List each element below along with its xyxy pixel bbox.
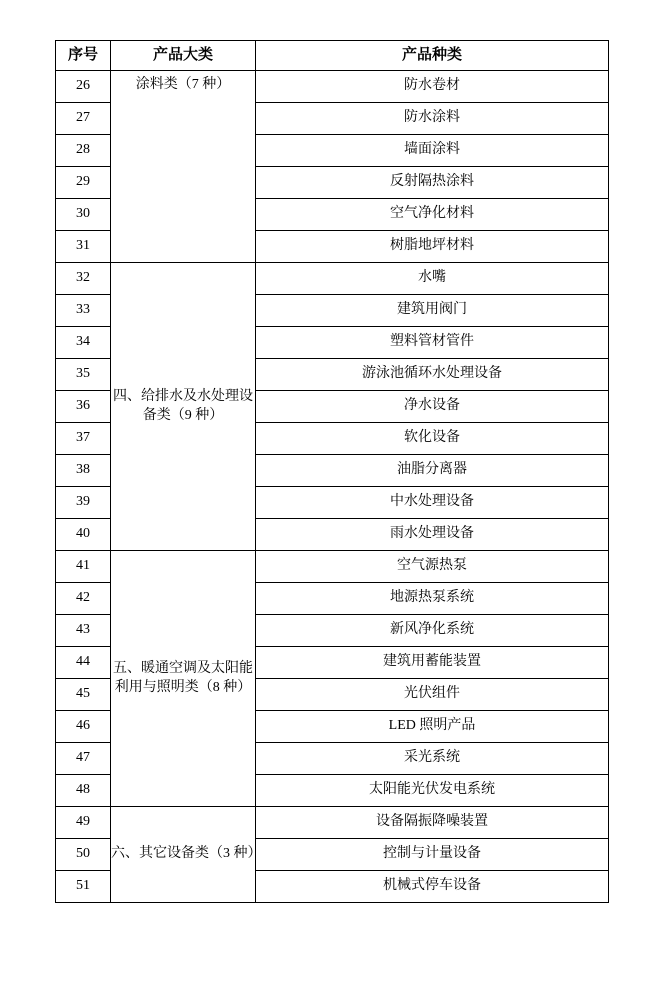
cell-kind: 空气源热泵 <box>256 551 609 583</box>
cell-kind: 墙面涂料 <box>256 135 609 167</box>
column-header-seq: 序号 <box>56 41 111 71</box>
cell-kind: 新风净化系统 <box>256 615 609 647</box>
cell-category: 六、其它设备类（3 种） <box>111 807 256 903</box>
cell-seq: 47 <box>56 743 111 775</box>
cell-kind: 水嘴 <box>256 263 609 295</box>
cell-seq: 32 <box>56 263 111 295</box>
cell-category: 四、给排水及水处理设备类（9 种） <box>111 263 256 551</box>
cell-kind: 油脂分离器 <box>256 455 609 487</box>
cell-kind: 防水涂料 <box>256 103 609 135</box>
cell-kind: 建筑用阀门 <box>256 295 609 327</box>
cell-seq: 36 <box>56 391 111 423</box>
cell-seq: 43 <box>56 615 111 647</box>
cell-kind: 机械式停车设备 <box>256 871 609 903</box>
column-header-category: 产品大类 <box>111 41 256 71</box>
cell-seq: 34 <box>56 327 111 359</box>
cell-seq: 49 <box>56 807 111 839</box>
cell-seq: 39 <box>56 487 111 519</box>
cell-seq: 51 <box>56 871 111 903</box>
cell-category: 涂料类（7 种） <box>111 71 256 263</box>
table-row <box>56 263 609 295</box>
cell-kind: 反射隔热涂料 <box>256 167 609 199</box>
cell-kind: 雨水处理设备 <box>256 519 609 551</box>
cell-seq: 45 <box>56 679 111 711</box>
cell-kind: 建筑用蓄能装置 <box>256 647 609 679</box>
column-header-kind: 产品种类 <box>256 41 609 71</box>
table-row <box>56 71 609 103</box>
cell-seq: 38 <box>56 455 111 487</box>
table-row <box>56 551 609 583</box>
cell-category: 五、暖通空调及太阳能利用与照明类（8 种） <box>111 551 256 807</box>
cell-kind: 空气净化材料 <box>256 199 609 231</box>
cell-kind: 净水设备 <box>256 391 609 423</box>
cell-seq: 41 <box>56 551 111 583</box>
cell-seq: 48 <box>56 775 111 807</box>
cell-seq: 30 <box>56 199 111 231</box>
cell-kind: 光伏组件 <box>256 679 609 711</box>
cell-kind: 中水处理设备 <box>256 487 609 519</box>
cell-kind: 采光系统 <box>256 743 609 775</box>
cell-seq: 33 <box>56 295 111 327</box>
cell-seq: 35 <box>56 359 111 391</box>
cell-kind: 控制与计量设备 <box>256 839 609 871</box>
table-row <box>56 807 609 839</box>
cell-kind: 软化设备 <box>256 423 609 455</box>
cell-kind: 设备隔振降噪装置 <box>256 807 609 839</box>
cell-kind: LED 照明产品 <box>256 711 609 743</box>
cell-seq: 40 <box>56 519 111 551</box>
cell-kind: 太阳能光伏发电系统 <box>256 775 609 807</box>
cell-seq: 46 <box>56 711 111 743</box>
cell-kind: 树脂地坪材料 <box>256 231 609 263</box>
cell-seq: 31 <box>56 231 111 263</box>
cell-seq: 44 <box>56 647 111 679</box>
cell-kind: 地源热泵系统 <box>256 583 609 615</box>
cell-seq: 42 <box>56 583 111 615</box>
cell-seq: 26 <box>56 71 111 103</box>
table-body <box>56 71 609 903</box>
cell-kind: 游泳池循环水处理设备 <box>256 359 609 391</box>
cell-seq: 29 <box>56 167 111 199</box>
cell-seq: 28 <box>56 135 111 167</box>
table-header <box>56 41 609 71</box>
table-header-row <box>56 41 609 71</box>
cell-kind: 防水卷材 <box>256 71 609 103</box>
cell-seq: 37 <box>56 423 111 455</box>
cell-seq: 27 <box>56 103 111 135</box>
cell-kind: 塑料管材管件 <box>256 327 609 359</box>
cell-seq: 50 <box>56 839 111 871</box>
product-catalog-table <box>55 40 609 903</box>
